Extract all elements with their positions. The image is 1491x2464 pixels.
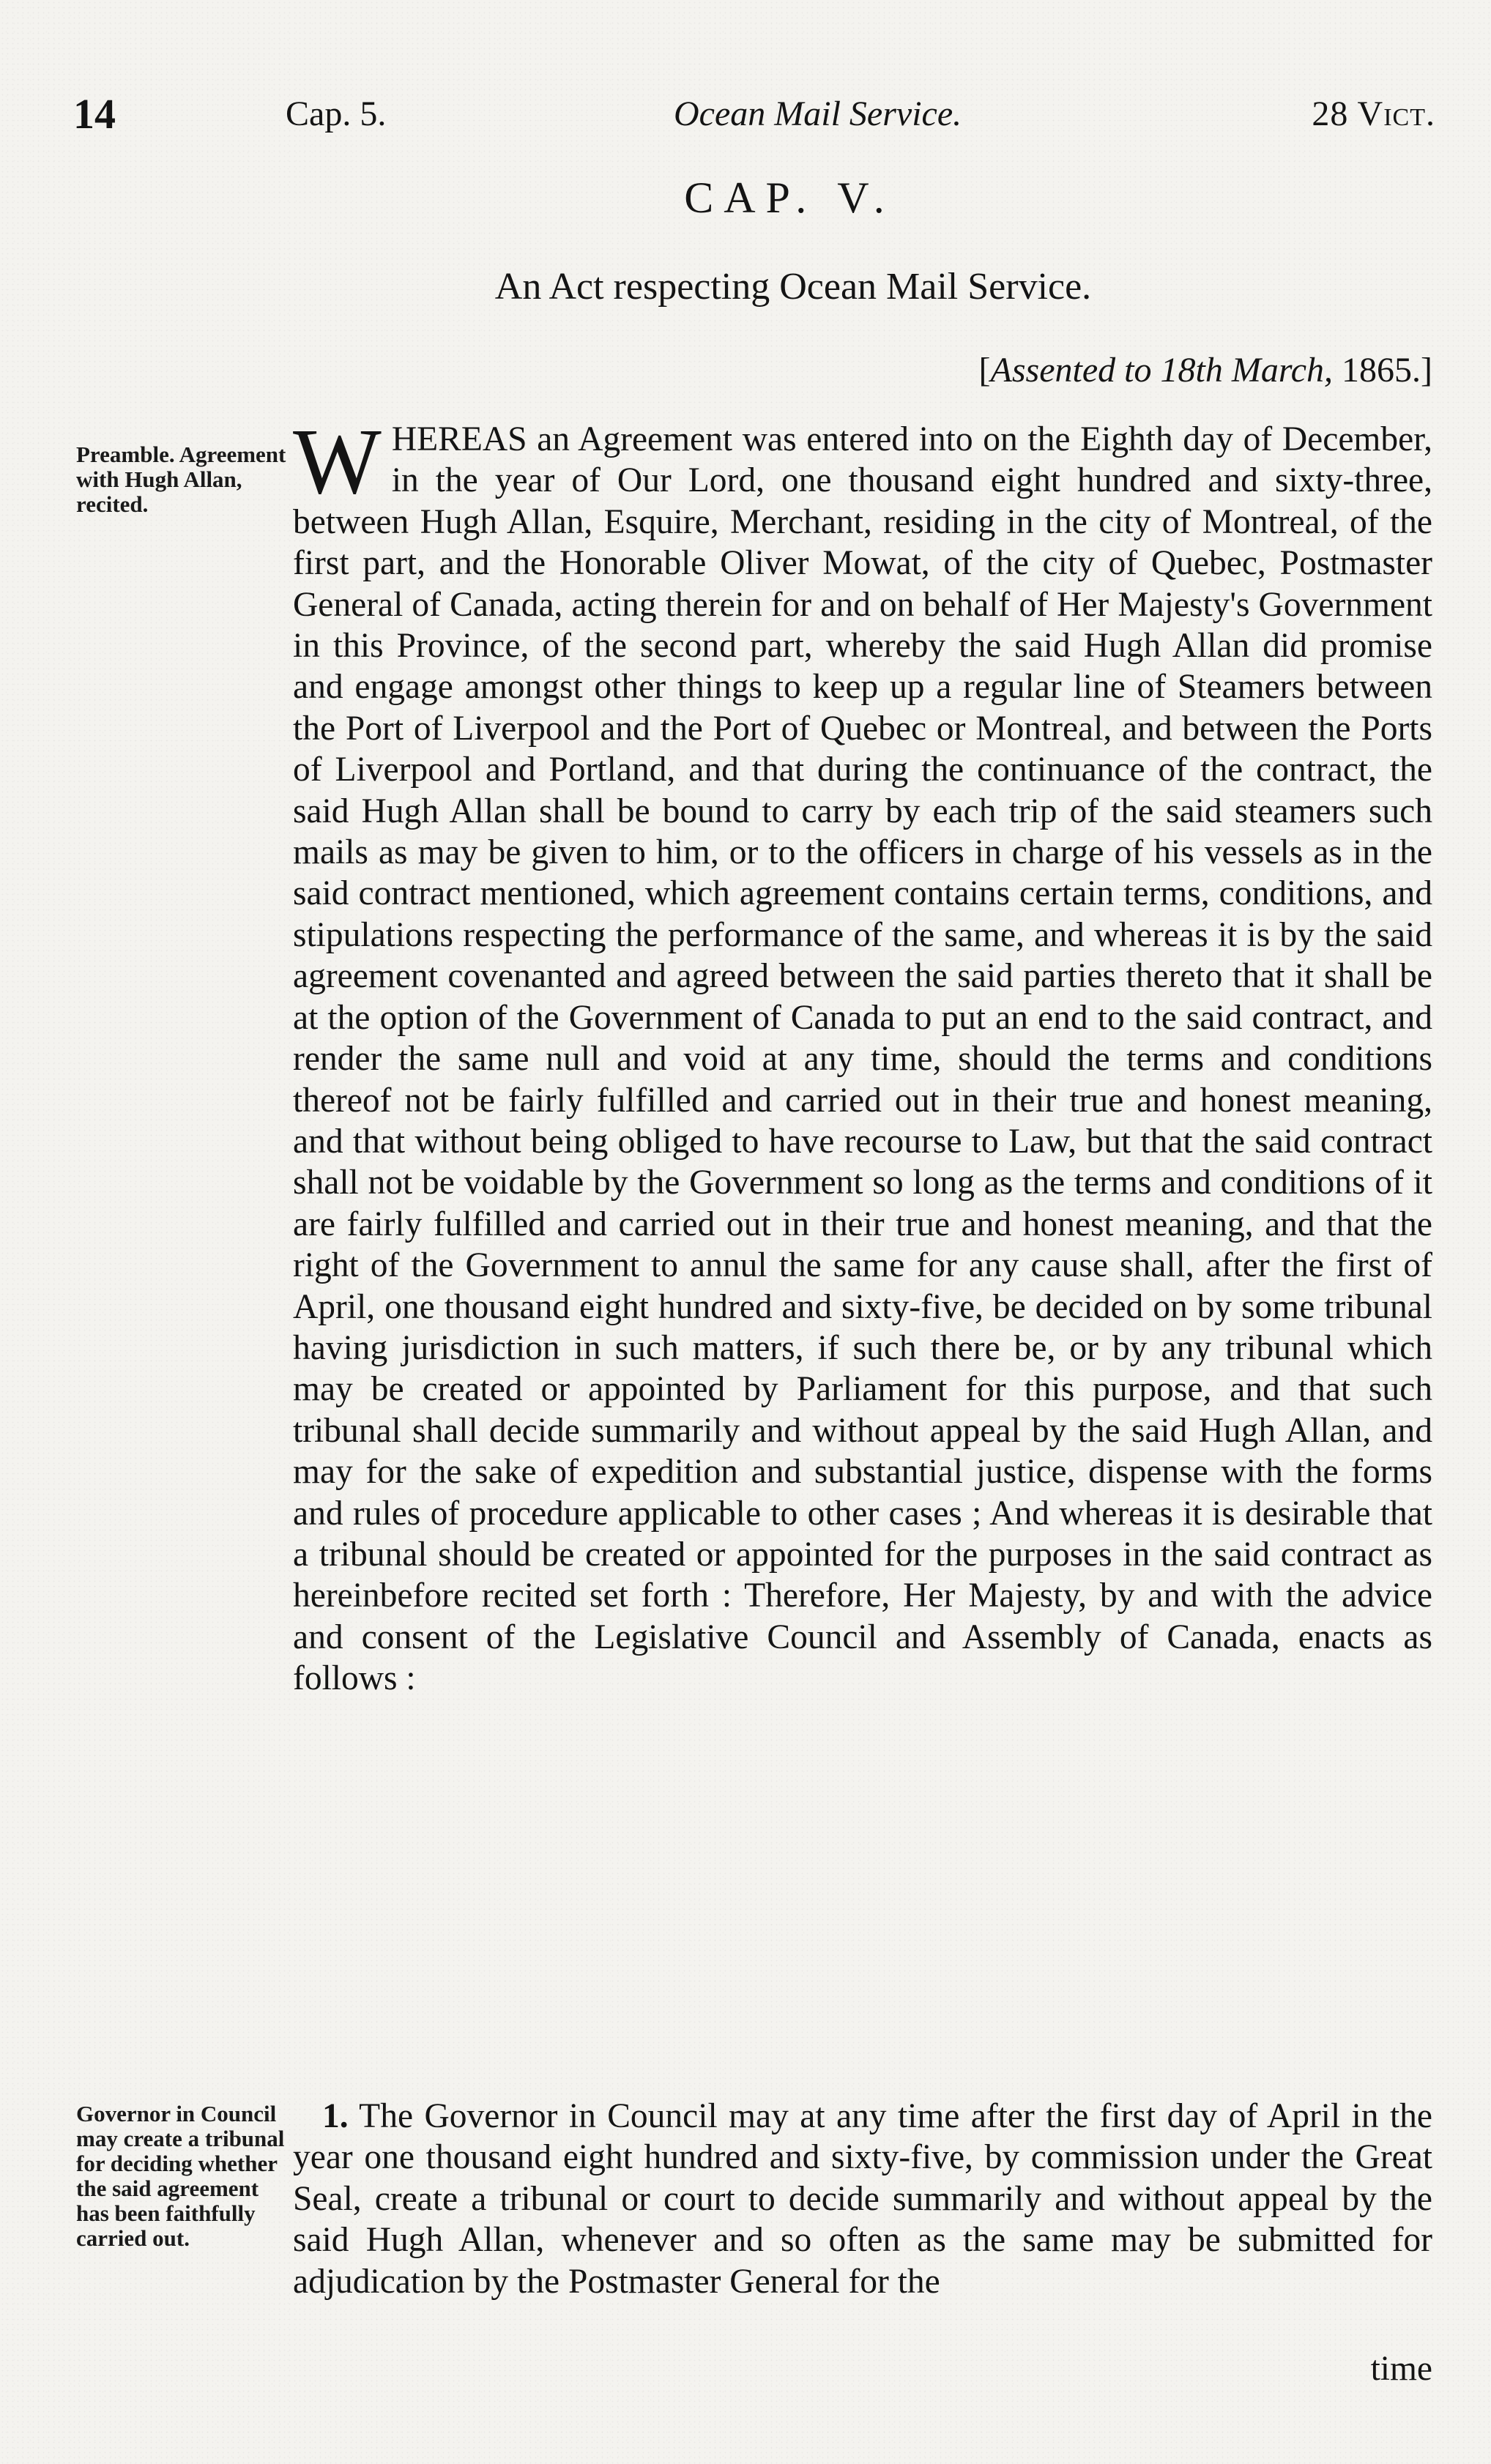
marginal-note-section-1: Governor in Council may create a tribunal for deciding whether the said agreement has been faithfully carried out. (76, 2101, 285, 2251)
section-1-paragraph (293, 2096, 1432, 2302)
regnal-year: 28 Vict. (1312, 94, 1435, 133)
preamble-text: HEREAS an Agreement was entered into on the Eighth day of December, in the year of Our Lord, one thousand eight hundred and sixty-three, between Hugh Allan, Esquire, Merchant, residing in the city of Montreal, of the first part, and the Honorable Oliver Mowat, of the city of Quebec, Postmaster General of Canada, acting therein for and on behalf of Her Majesty's Government in this Province, of the second part, whereby the said Hugh Allan did promise and engage amongst other things to keep up a regular line of Steamers between the Port of Liverpool and the Port of Quebec or Montreal, and between the Ports of Liverpool and Portland, and that during the continuance of the contract, the said Hugh Allan shall be bound to carry by each trip of the said steamers such mails as may be given to him, or to the officers in charge of his vessels as in the said contract mentioned, which agreement contains certain terms, conditions, and stipulations respecting the performance of the same, and whereas it is by the said agreement covenanted and agreed between the said parties thereto that it shall be at the option of the Government of Canada to put an end to the said contract, and render the same null and void at any time, should the terms and conditions thereof not be fairly fulfilled and carried out in their true and honest meaning, and that without being obliged to have recourse to Law, but that the said contract shall not be voidable by the Government so long as the terms and conditions of it are fairly fulfilled and carried out in their true and honest meaning, and that the right of the Government to annul the same for any cause shall, after the first of April, one thousand eight hundred and sixty-five, be decided on by some tribunal having jurisdiction in such matters, if such there be, or by any tribunal which may be created or appointed by Parliament for this purpose, and that such tribunal shall decide summarily and without appeal by the said Hugh Allan, and may for the sake of expedition and substantial justice, dispense with the forms and rules of procedure applicable to other cases ; And whereas it is desirable that a tribunal should be created or appointed for the purposes in the said contract as hereinbefore recited set forth : Therefore, Her Majesty, by and with the advice and consent of the Legislative Council and Assembly of Canada, enacts as follows : (293, 420, 1432, 1698)
assent-line (979, 350, 1432, 390)
page-number: 14 (73, 90, 116, 138)
section-1-text: The Governor in Council may at any time after the first day of April in the year one thousand eight hundred and sixty-five, by commission under the Great Seal, create a tribunal or court to decide summarily and without appeal by the said Hugh Allan, whenever and so often as the same may be submitted for adjudication by the Postmaster General for the (293, 2097, 1432, 2301)
catchword: time (1370, 2350, 1432, 2388)
running-header (73, 90, 1435, 145)
assent-year: 1865.] (1333, 351, 1432, 390)
running-title: Ocean Mail Service. (674, 94, 962, 133)
section-number: 1. (322, 2097, 349, 2135)
act-title: An Act respecting Ocean Mail Service. (494, 266, 1092, 308)
chapter-reference: Cap. 5. (286, 94, 387, 133)
marginal-note-preamble: Preamble. Agreement with Hugh Allan, recited. (76, 442, 286, 517)
assent-open-bracket: [ (978, 351, 991, 390)
preamble-paragraph (293, 409, 1432, 1700)
chapter-heading: CAP. V. (684, 174, 895, 222)
assent-date: Assented to 18th March, (990, 351, 1334, 390)
drop-cap: W (293, 409, 382, 513)
